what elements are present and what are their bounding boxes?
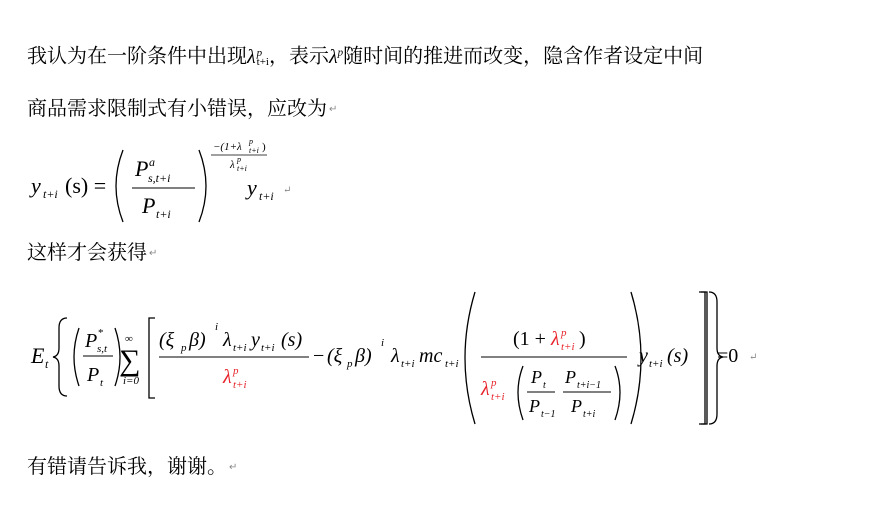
- eq1-return-mark-icon: ↵: [283, 185, 292, 196]
- eq2-inner-num-sub: t+i: [561, 341, 575, 353]
- eq2-inner-num-close: ): [579, 328, 586, 350]
- eq2-ratio-left-paren: [518, 366, 523, 420]
- eq1-left-paren: [116, 150, 123, 222]
- eq1-rhs-sub: t+i: [259, 189, 274, 203]
- paragraph-3-text: 这样才会获得: [27, 240, 147, 264]
- paragraph-2: [27, 96, 337, 122]
- paragraph-4: [27, 454, 237, 480]
- eq2-y-end-sub: t+i: [649, 358, 663, 370]
- eq2-ratio-right-paren: [615, 366, 620, 420]
- eq2-E: E: [31, 343, 45, 368]
- paragraph-1-text-c: 随时间的推进而改变，隐含作者设定中间: [343, 43, 704, 68]
- eq2-sum-upper: ∞: [125, 333, 133, 345]
- eq2-right-bracket: [699, 292, 705, 424]
- eq2-r1-num-sub: t: [543, 380, 546, 391]
- eq2-equals: =0: [717, 345, 739, 367]
- eq2-t2-d-sub: t+i: [445, 358, 459, 370]
- eq1-lhs: y: [31, 173, 41, 198]
- eq2-t2-b: β): [355, 345, 372, 367]
- paragraph-1-text-a: 我认为在一阶条件中出现: [27, 43, 247, 68]
- eq2-r1-num: P: [531, 367, 542, 387]
- eq1-den: P: [142, 193, 156, 218]
- eq2-minus: −: [313, 345, 325, 367]
- eq1-exp-den: λ: [230, 159, 235, 171]
- eq2-return-mark-icon: ↵: [749, 352, 758, 363]
- eq1-num-sup: a: [149, 155, 155, 169]
- eq2-inner-den-lambda: λ: [481, 378, 490, 400]
- eq1-right-paren: [199, 150, 206, 222]
- eq2-frac-num-sub: s,t: [97, 343, 108, 355]
- eq2-inner-num-sup: p: [561, 327, 567, 339]
- eq1-exp-num: −(1+λ: [213, 141, 242, 153]
- eq1-exp-num-close: ): [262, 141, 266, 153]
- eq2-r2-num: P: [565, 367, 576, 387]
- paragraph-4-text: 有错请告诉我，谢谢。: [27, 454, 227, 478]
- eq1-num-sub: s,t+i: [148, 171, 171, 185]
- eq1-exp-den-sup: p: [237, 155, 241, 164]
- eq2-left-bracket: [149, 318, 155, 398]
- eq2-t1-num-c-sub: t+i: [233, 342, 247, 354]
- eq2-t1-num-b: β): [189, 329, 206, 351]
- eq2-sum-lower: i=0: [123, 375, 139, 387]
- eq2-E-sub: t: [45, 357, 49, 371]
- eq2-r1-den: P: [529, 396, 540, 416]
- eq2-frac-den-sub: t: [100, 377, 104, 389]
- eq2-t1-den-sub: t+i: [233, 379, 247, 391]
- inline-lambda-p: [329, 46, 343, 68]
- eq2-right-bracket-double: [701, 292, 707, 424]
- eq1-num: P: [135, 156, 149, 181]
- eq2-t1-num-e: (s): [281, 329, 303, 351]
- eq2-inner-num-lambda: λ: [551, 328, 560, 350]
- paragraph-3: [27, 240, 157, 266]
- paragraph-1-text-b: ，表示: [269, 43, 329, 68]
- eq2-r2-den: P: [571, 396, 582, 416]
- lambda-sup-2: p: [337, 46, 344, 58]
- eq1-exp-num-sub: t+i: [249, 146, 259, 155]
- eq2-frac-num: P: [85, 330, 98, 352]
- eq2-inner-den-sub: t+i: [491, 391, 505, 403]
- lambda-sub: t+i: [256, 56, 269, 69]
- eq2-t2-a: (ξ: [327, 345, 343, 367]
- eq1-exp-den-sub: t+i: [237, 164, 247, 173]
- eq2-t1-num-a-sub: p: [181, 342, 187, 354]
- equation-1: [27, 136, 347, 224]
- eq2-left-brace: [53, 318, 67, 396]
- eq2-inner-left-paren: [465, 292, 475, 424]
- eq2-t2-c: λ: [391, 345, 400, 367]
- eq2-y-end-arg: (s): [667, 345, 689, 367]
- return-mark-icon: ↵: [329, 103, 338, 115]
- paragraph-1: [27, 40, 703, 69]
- eq2-r1-den-sub: t−1: [541, 409, 556, 420]
- eq2-frac-den: P: [87, 364, 100, 386]
- eq2-r2-den-sub: t+i: [583, 409, 596, 420]
- eq2-t1-num-d: y: [251, 329, 260, 351]
- eq1-rhs: y: [247, 175, 257, 200]
- eq1-lhs-arg: (s) =: [65, 173, 107, 198]
- eq2-t2-b-sup: i: [381, 337, 385, 349]
- lambda-scripts: [257, 49, 269, 67]
- return-mark-icon-2: ↵: [149, 247, 158, 259]
- eq2-t1-num-a: (ξ: [159, 329, 175, 351]
- eq2-t1-den-sup: p: [233, 365, 239, 377]
- eq2-t2-d: mc: [419, 345, 443, 367]
- eq1-lhs-sub: t+i: [43, 187, 58, 201]
- eq2-inner-num-a: (1 +: [513, 328, 546, 350]
- eq2-t1-num-d-sub: t+i: [261, 342, 275, 354]
- eq2-sum-symbol: ∑: [119, 344, 141, 377]
- eq2-frac-left-paren: [74, 328, 79, 386]
- eq2-r2-num-sub: t+i−1: [577, 380, 602, 391]
- lambda-symbol: λ: [247, 45, 256, 68]
- lambda-sup: p: [256, 47, 263, 60]
- equation-2: [27, 288, 787, 428]
- paragraph-2-text: 商品需求限制式有小错误，应改为: [27, 96, 327, 120]
- eq1-den-sub: t+i: [156, 207, 171, 221]
- return-mark-icon-3: ↵: [229, 461, 238, 473]
- eq2-inner-den-sup: p: [491, 377, 497, 389]
- eq2-frac-num-sup: *: [98, 327, 104, 339]
- eq2-t2-c-sub: t+i: [401, 358, 415, 370]
- lambda-symbol-2: λ: [329, 45, 338, 68]
- eq2-t1-den: λ: [223, 366, 232, 388]
- eq2-t2-a-sub: p: [347, 358, 353, 370]
- eq2-y-end: y: [639, 345, 648, 367]
- eq2-t1-num-c: λ: [223, 329, 232, 351]
- eq1-exp-num-sup: p: [249, 137, 253, 146]
- inline-lambda-ti: [247, 46, 269, 68]
- eq2-t1-num-sup: i: [215, 321, 219, 333]
